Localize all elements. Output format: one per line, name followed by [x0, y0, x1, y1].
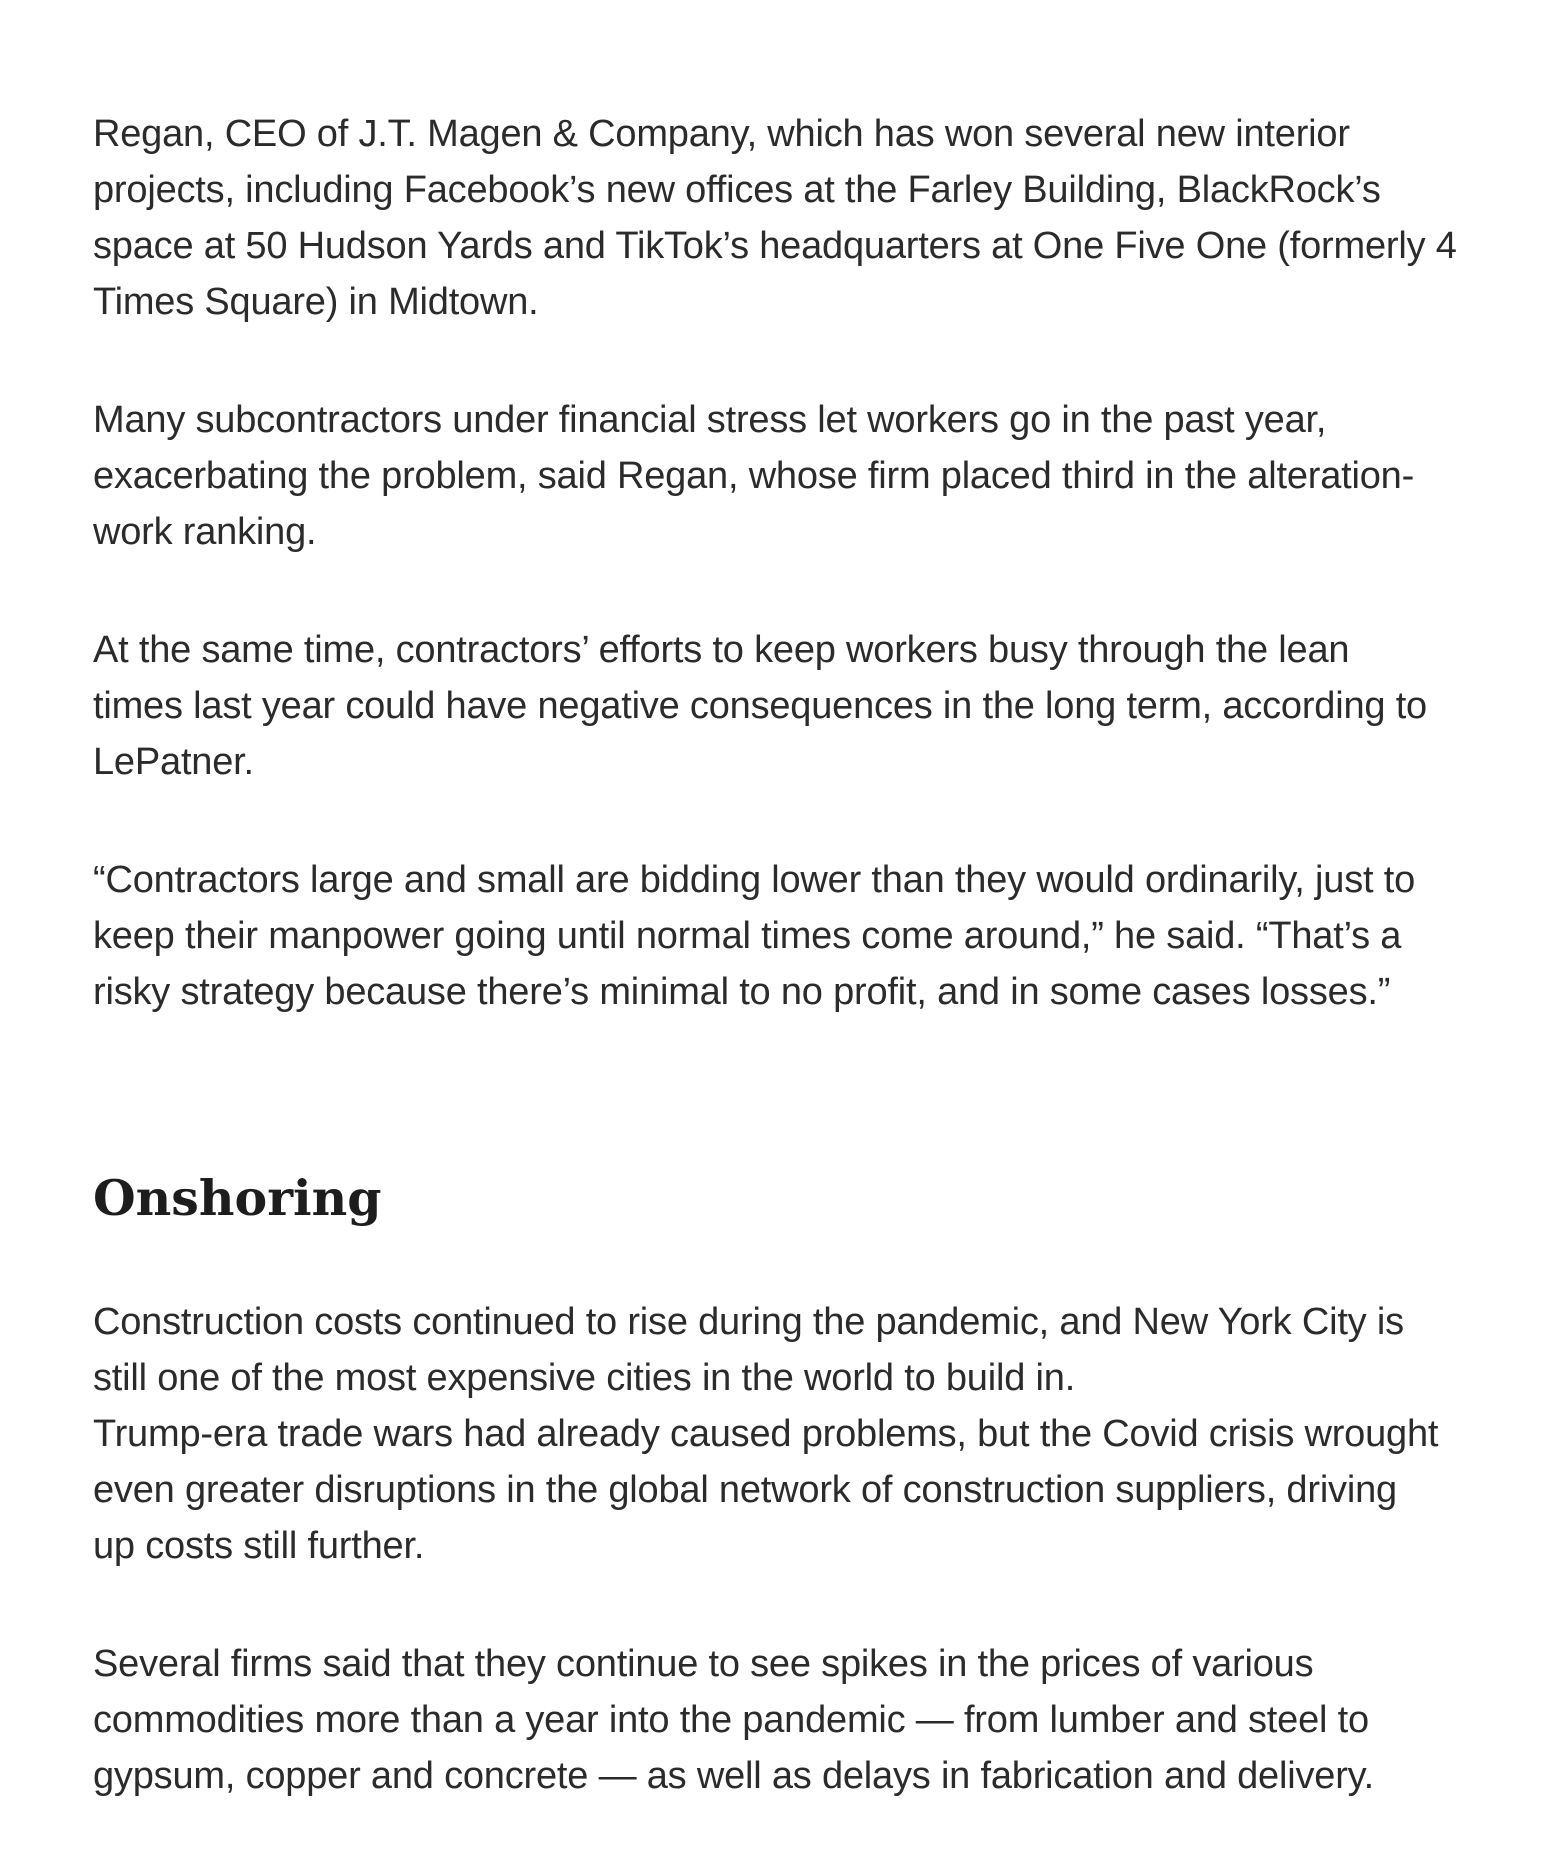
section-heading-onshoring: Onshoring: [93, 1169, 382, 1227]
text-line: still one of the most expensive cities in the world to build in.: [93, 1357, 1076, 1399]
text-line: Construction costs continued to rise during the pandemic, and New York City is: [93, 1301, 1404, 1343]
text-line: Times Square) in Midtown.: [93, 281, 539, 323]
paragraph: [93, 106, 1473, 330]
text-line: gypsum, copper and concrete — as well as delays in fabrication and delivery.: [93, 1755, 1374, 1797]
text-line: even greater disruptions in the global network of construction suppliers, driving: [93, 1469, 1397, 1511]
text-line: Trump-era trade wars had already caused problems, but the Covid crisis wrought: [93, 1413, 1439, 1455]
text-line: work ranking.: [93, 511, 317, 553]
text-line: At the same time, contractors’ efforts to keep workers busy through the lean: [93, 629, 1350, 671]
text-line: keep their manpower going until normal times come around,” he said. “That’s a: [93, 915, 1402, 957]
paragraph: [93, 852, 1473, 1020]
text-line: Regan, CEO of J.T. Magen & Company, which has won several new interior: [93, 113, 1350, 155]
paragraph: [93, 1294, 1473, 1574]
text-line: risky strategy because there’s minimal to no profit, and in some cases losses.”: [93, 971, 1391, 1013]
text-line: exacerbating the problem, said Regan, whose firm placed third in the alteration-: [93, 455, 1415, 497]
text-line: space at 50 Hudson Yards and TikTok’s headquarters at One Five One (formerly 4: [93, 225, 1457, 267]
text-line: Several firms said that they continue to see spikes in the prices of various: [93, 1643, 1314, 1685]
text-line: up costs still further.: [93, 1525, 425, 1567]
paragraph: [93, 392, 1473, 560]
paragraph: [93, 622, 1473, 790]
text-line: Many subcontractors under financial stress let workers go in the past year,: [93, 399, 1327, 441]
text-line: “Contractors large and small are bidding lower than they would ordinarily, just to: [93, 859, 1416, 901]
text-line: commodities more than a year into the pandemic — from lumber and steel to: [93, 1699, 1369, 1741]
text-line: times last year could have negative consequences in the long term, according to: [93, 685, 1427, 727]
text-line: projects, including Facebook’s new offices at the Farley Building, BlackRock’s: [93, 169, 1381, 211]
paragraph: [93, 1636, 1473, 1804]
text-line: LePatner.: [93, 741, 254, 783]
